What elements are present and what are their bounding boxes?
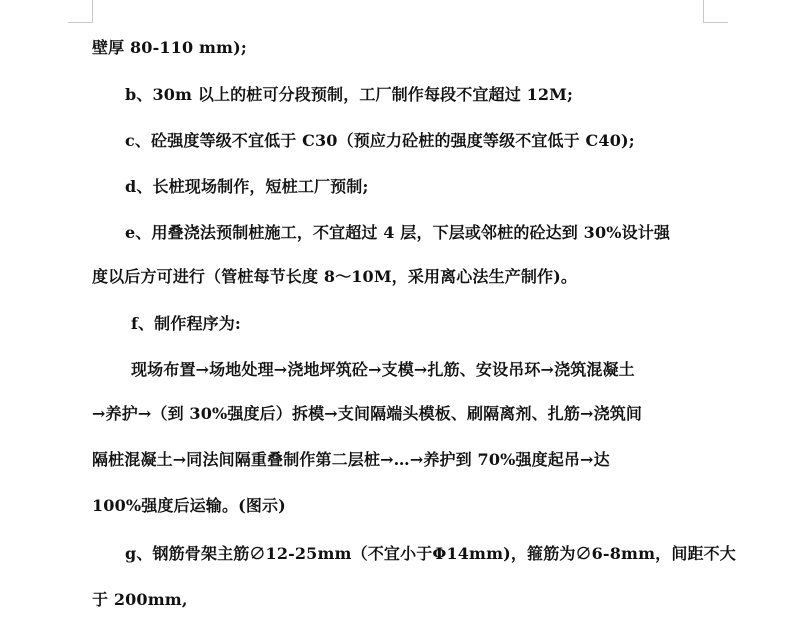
text-line-procedure-3: 隔桩混凝土→同法间隔重叠制作第二层桩→…→养护到 70%强度起吊→达 <box>92 450 610 469</box>
text-line-item-e: e、用叠浇法预制桩施工，不宜超过 4 层，下层或邻桩的砼达到 30%设计强 <box>125 223 671 242</box>
text-line-procedure-2: →养护→（到 30%强度后）拆模→支间隔端头模板、刷隔离剂、扎筋→浇筑间 <box>92 404 643 423</box>
text-line-item-d: d、长桩现场制作，短桩工厂预制; <box>125 177 369 196</box>
text-line-item-c: c、砼强度等级不宜低于 C30（预应力砼桩的强度等级不宜低于 C40); <box>125 131 635 150</box>
text-line-item-g: g、钢筋骨架主筋∅12-25mm（不宜小于Φ14mm)，箍筋为∅6-8mm，间距不大 <box>125 544 736 563</box>
text-line-procedure-4: 100%强度后运输。(图示) <box>92 496 286 515</box>
text-line-wall-thickness: 壁厚 80-110 mm); <box>92 38 247 57</box>
top-left-margin-mark <box>68 0 93 23</box>
text-line-item-f: f、制作程序为: <box>131 314 241 333</box>
text-line-item-e-continued: 度以后方可进行（管桩每节长度 8～10M，采用离心法生产制作)。 <box>92 267 578 286</box>
text-line-item-g-continued: 于 200mm, <box>92 590 188 609</box>
text-line-item-b: b、30m 以上的桩可分段预制，工厂制作每段不宜超过 12M; <box>125 85 574 104</box>
top-right-margin-mark <box>703 0 728 23</box>
text-line-procedure-1: 现场布置→场地处理→浇地坪筑砼→支模→扎筋、安设吊环→浇筑混凝土 <box>131 360 635 379</box>
